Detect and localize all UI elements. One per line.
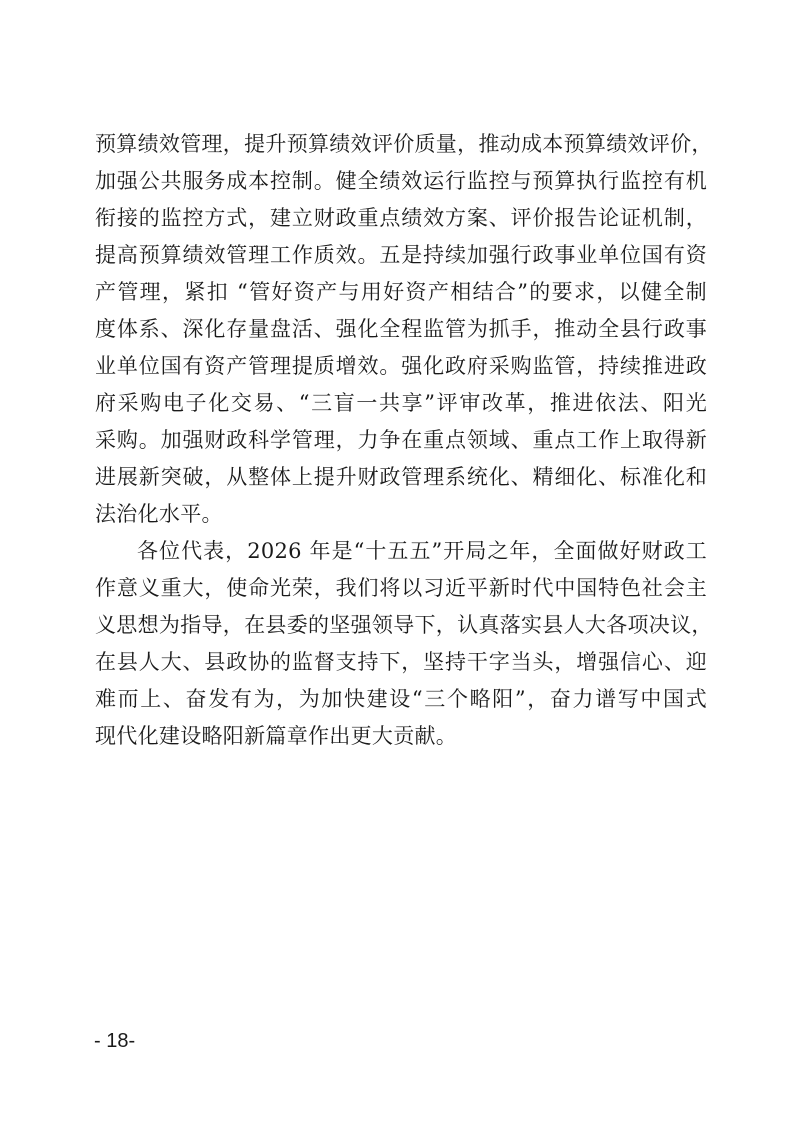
text-line: 难而上、奋发有为，为加快建设“三个略阳”，奋力谱写中国式	[95, 687, 707, 711]
text-line: 现代化建设略阳新篇章作出更大贡献。	[95, 724, 458, 748]
text-line: 提高预算绩效管理工作质效。五是持续加强行政事业单位国有资	[95, 243, 707, 267]
text-line: 作意义重大，使命光荣，我们将以习近平新时代中国特色社会主	[95, 576, 707, 600]
text-line: 各位代表，2026 年是“十五五”开局之年，全面做好财政工	[137, 539, 707, 563]
paragraph-2	[95, 533, 713, 755]
text-line: 府采购电子化交易、“三盲一共享”评审改革，推进依法、阳光	[95, 391, 707, 415]
text-line: 义思想为指导，在县委的坚强领导下，认真落实县人大各项决议，	[95, 613, 713, 637]
body-text	[95, 126, 713, 755]
text-line: 业单位国有资产管理提质增效。强化政府采购监管，持续推进政	[95, 354, 707, 378]
text-line: 法治化水平。	[95, 502, 223, 526]
page-number: - 18-	[94, 1030, 136, 1052]
text-line: 度体系、深化存量盘活、强化全程监管为抓手，推动全县行政事	[95, 317, 707, 341]
text-line: 产管理，紧扣 “管好资产与用好资产相结合”的要求，以健全制	[95, 280, 707, 304]
text-line: 衔接的监控方式，建立财政重点绩效方案、评价报告论证机制，	[95, 206, 707, 230]
text-line: 加强公共服务成本控制。健全绩效运行监控与预算执行监控有机	[95, 169, 707, 193]
paragraph-1	[95, 126, 713, 533]
text-line: 在县人大、县政协的监督支持下，坚持干字当头，增强信心、迎	[95, 650, 707, 674]
text-line: 采购。加强财政科学管理，力争在重点领域、重点工作上取得新	[95, 428, 707, 452]
text-line: 进展新突破，从整体上提升财政管理系统化、精细化、标准化和	[95, 465, 707, 489]
text-line: 预算绩效管理，提升预算绩效评价质量，推动成本预算绩效评价，	[95, 132, 713, 156]
